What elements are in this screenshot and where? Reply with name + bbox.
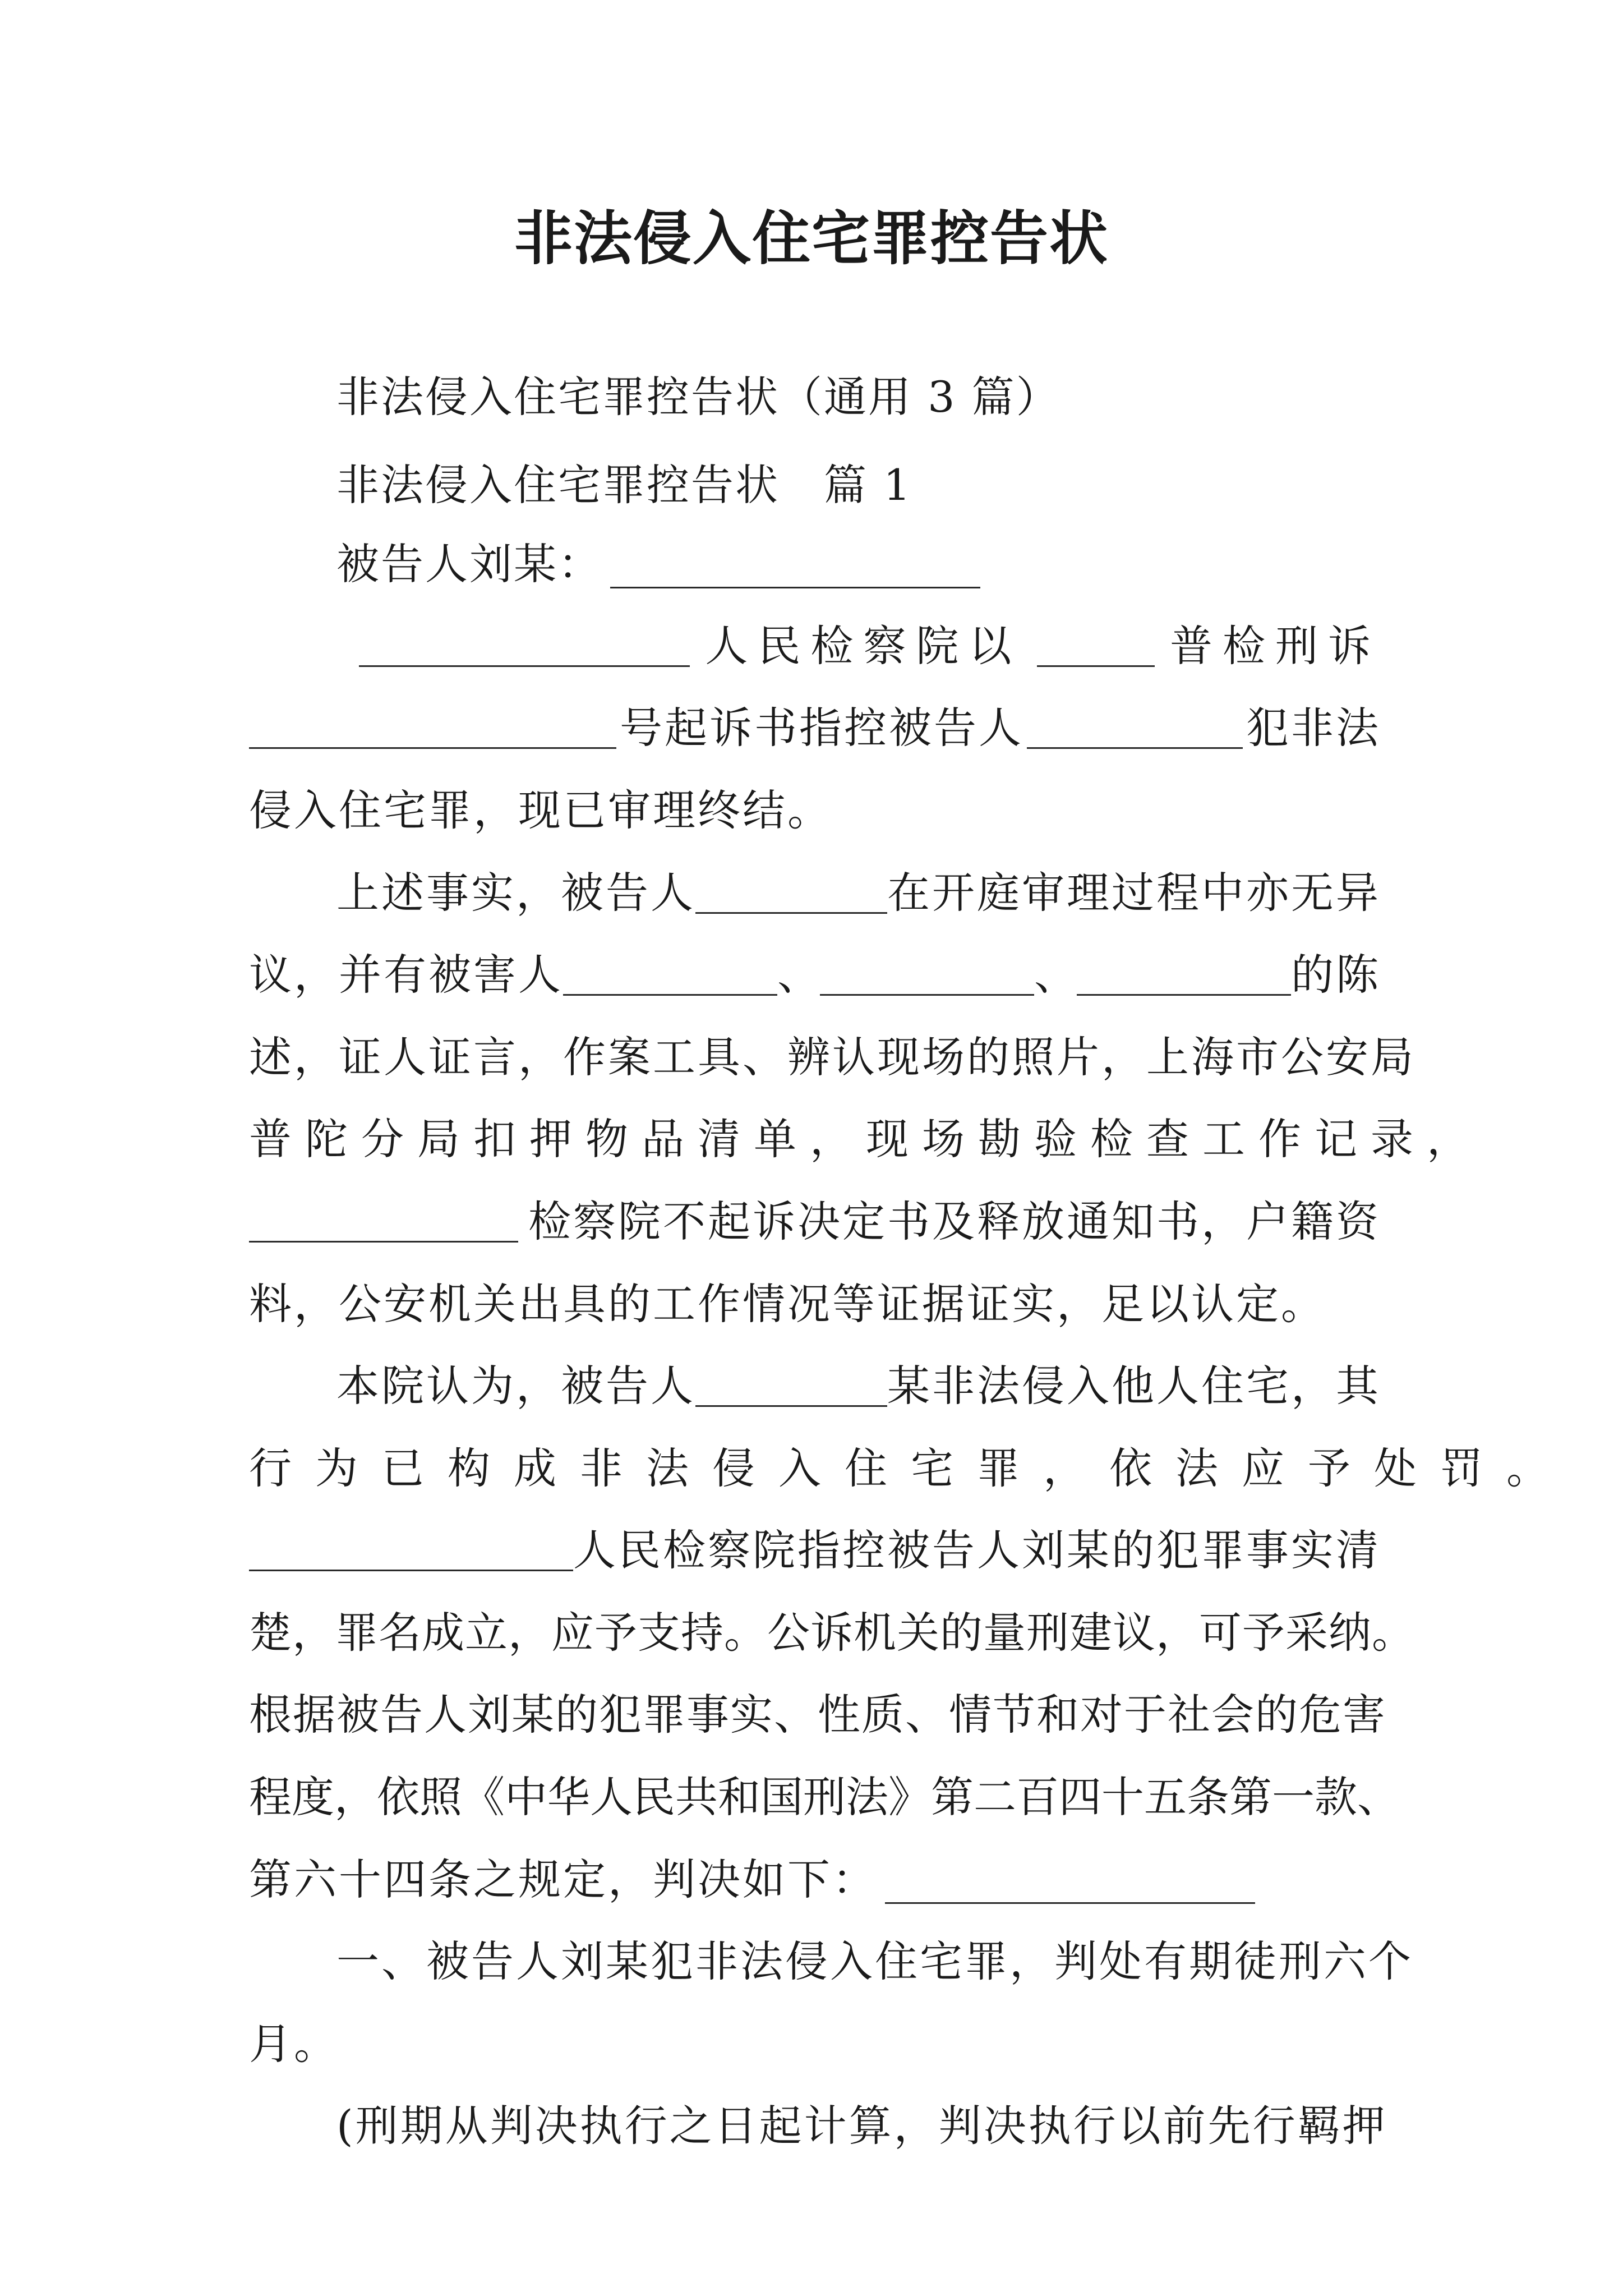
defendant-name-blank-2 [695,873,887,914]
p1-line-2 [249,700,1381,756]
defendant-name-blank-3 [695,1366,887,1407]
p3-text-d: 第六十四条之规定，判决如下： [249,1855,877,1904]
case-year-blank [1037,626,1155,667]
p2-line-4: 普陀分局扣押物品清单，现场勘验检查工作记录， [249,1114,1483,1164]
p2-text-b: 在开庭审理过程中亦无异 [887,868,1381,918]
section-heading: 非法侵入住宅罪控告状 篇 1 [336,460,912,510]
court-name-blank-2 [249,1530,573,1571]
court-name-blank [359,626,690,667]
p1-text-a: 人民检察院以 [705,621,1022,671]
p3-text-a: 本院认为，被告人 [336,1361,695,1411]
procuratorate-blank [249,1202,518,1243]
p2-text-a: 上述事实，被告人 [336,868,695,918]
victim-blank-3 [1077,955,1291,996]
p2-text-c: 议，并有被害人 [249,950,563,1000]
p3-line-4: 楚，罪名成立，应予支持。公诉机关的量刑建议，可予采纳。 [249,1608,1415,1658]
p4-line-1: 一、被告人刘某犯非法侵入住宅罪，判处有期徒刑六个 [336,1936,1413,1986]
p3-line-1 [336,1358,1381,1414]
p2-text-e: 检察院不起诉决定书及释放通知书，户籍资 [528,1197,1381,1246]
p2-line-1 [336,865,1381,921]
victim-blank-1 [563,955,777,996]
p1-text-c: 号起诉书指控被告人 [620,703,1023,753]
p2-line-5 [249,1194,1381,1250]
case-number-blank [249,708,616,749]
document-title: 非法侵入住宅罪控告状 [514,204,1109,273]
p3-text-c: 人民检察院指控被告人刘某的犯罪事实清 [573,1525,1381,1575]
defendant-name-blank-1 [1027,708,1243,749]
p2-sep-2: 、 [1034,950,1077,1000]
victim-blank-2 [820,955,1034,996]
defendant-label: 被告人刘某： [336,539,602,589]
p3-line-3 [249,1522,1381,1579]
p2-sep-1: 、 [777,950,820,1000]
document-subtitle: 非法侵入住宅罪控告状（通用 3 篇） [336,372,1061,422]
p1-line-3: 侵入住宅罪，现已审理终结。 [249,785,832,835]
p3-line-5: 根据被告人刘某的犯罪事实、性质、情节和对于社会的危害 [249,1690,1386,1740]
p5-line-1: (刑期从判决执行之日起计算，判决执行以前先行羁押 [336,2101,1387,2151]
p3-line-6: 程度，依照《中华人民共和国刑法》第二百四十五条第一款、 [249,1772,1400,1822]
p1-text-d: 犯非法 [1246,703,1381,753]
p2-text-d: 的陈 [1291,950,1381,1000]
p2-line-2 [249,947,1381,1003]
p4-line-2: 月。 [249,2019,339,2069]
p1-text-b: 普检刑诉 [1169,621,1381,671]
p3-text-b: 某非法侵入他人住宅，其 [887,1361,1381,1411]
defendant-line [336,536,980,592]
judgment-blank [885,1863,1255,1904]
p2-line-3: 述，证人证言，作案工具、辨认现场的照片，上海市公安局 [249,1032,1415,1082]
p3-line-7 [249,1852,1255,1908]
p1-line-1 [359,618,1381,674]
defendant-blank [610,547,980,588]
p2-line-6: 料，公安机关出具的工作情况等证据证实，足以认定。 [249,1279,1326,1329]
p3-line-2: 行为已构成非法侵入住宅罪，依法应予处罚。 [249,1443,1573,1493]
